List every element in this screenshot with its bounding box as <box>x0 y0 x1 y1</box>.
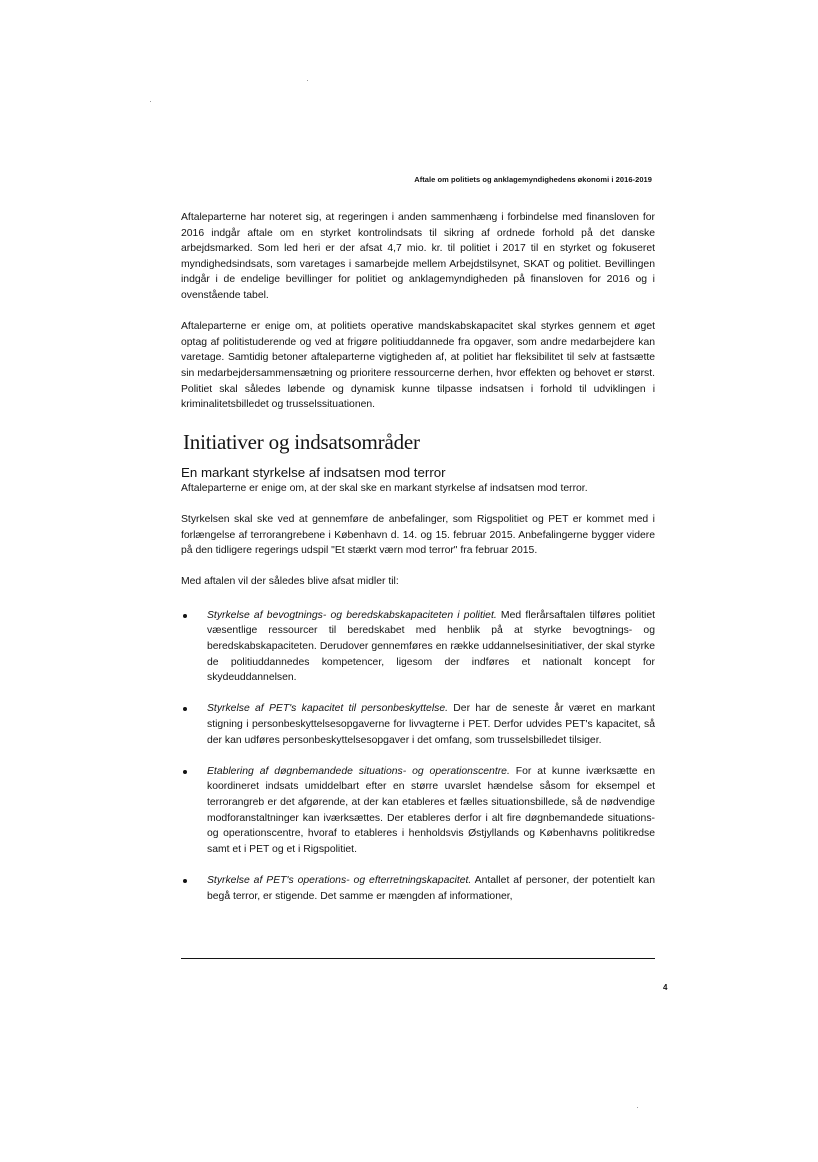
section-heading: Initiativer og indsatsområder <box>183 429 420 454</box>
subsection-lead: Aftaleparterne er enige om, at der skal ske en markant styrkelse af indsatsen mod terror. <box>181 482 588 494</box>
intro-paragraph: Aftaleparterne har noteret sig, at regeringen i anden sammenhæng i forbindelse med finansloven for 2016 indgår aftale om en styrket kontrolindsats til sikring af ordnede forhold på det danske arbejdsmarked. Som led heri er der afsat 4,7 mio. kr. til politiet i 2017 til en styrket og fokuseret myndighedsindsats, som varetages i samarbejde mellem Arbejdstilsynet, SKAT og politiet. Bevillingen indgår i de endelige bevillinger for politiet og anklagemyndigheden på finansloven for 2016 og i ovenstående tabel. <box>181 212 655 301</box>
list-item-lead: Etablering af døgnbemandede situations- og operationscentre. <box>207 765 510 777</box>
bullet-icon <box>183 707 187 711</box>
initiative-list <box>181 608 655 904</box>
bullet-icon <box>183 770 187 774</box>
subsection-heading: En markant styrkelse af indsatsen mod terror <box>181 464 446 480</box>
scan-speck <box>150 101 151 102</box>
list-item-text: For at kunne iværksætte en koordineret indsats umiddelbart efter en større uvarslet hændelse såsom for eksempel et terrorangreb er det afgørende, at der kan etableres et fælles situationsbillede, så de nødvendige modforanstaltninger kan iværksættes. Der etableres derfor i alt fire døgnbemandede situations- og operationscentre, hvoraf to etableres i henholdsvis Østjyllands og Københavns politikredse samt et i PET og et i Rigspolitiet. <box>207 765 655 855</box>
scan-speck <box>307 80 308 81</box>
running-header: Aftale om politiets og anklagemyndighedens økonomi i 2016-2019 <box>414 175 652 184</box>
list-item-lead: Styrkelse af bevogtnings- og beredskabskapaciteten i politiet. <box>207 609 497 621</box>
list-item <box>181 608 655 686</box>
intro-paragraph: Aftaleparterne er enige om, at politiets operative mandskabskapacitet skal styrkes gennem et øget optag af politistuderende og ved at frigøre politiuddannede fra opgaver, som andre medarbejdere kan varetage. Samtidig betoner aftaleparterne vigtigheden af, at politiet har fleksibilitet til selv at fastsætte sin medarbejdersammensætning og prioritere ressourcerne derhen, hvor effekten og behovet er størst. Politiet skal således løbende og dynamisk kunne tilpasse indsatsen i forhold til udviklingen i kriminalitetsbilledet og trusselssituationen. <box>181 321 655 411</box>
body-paragraph: Styrkelsen skal ske ved at gennemføre de anbefalinger, som Rigspolitiet og PET er kommet med i forlængelse af terrorangrebene i København d. 14. og 15. februar 2015. Anbefalingerne bygger videre på den tidligere regerings udspil "Et stærkt værn mod terror" fra februar 2015. <box>181 513 655 557</box>
bullet-icon <box>183 614 187 618</box>
list-item-text: Antallet af personer, der potentielt kan begå terror, er stigende. Det samme er mængden af informationer, <box>207 874 655 902</box>
list-item-lead: Styrkelse af PET's operations- og efterretningskapacitet. <box>207 874 472 886</box>
list-item <box>181 701 655 748</box>
body-paragraph: Med aftalen vil der således blive afsat midler til: <box>181 576 399 588</box>
list-item-text: Der har de seneste år været en markant stigning i personbeskyttelsesopgaverne for livvagterne i PET. Derfor udvides PET's kapacitet, så der kan udføres personbeskyttelsesopgaver i det omfang, som trusselsbilledet tilsiger. <box>207 703 655 746</box>
bullet-icon <box>183 879 187 883</box>
page-number: 4 <box>663 983 668 992</box>
list-item <box>181 873 655 904</box>
page-body <box>181 210 655 904</box>
list-item <box>181 764 655 858</box>
scan-speck <box>637 1107 638 1108</box>
list-item-lead: Styrkelse af PET's kapacitet til personbeskyttelse. <box>207 703 448 715</box>
list-item-text: Med flerårsaftalen tilføres politiet væsentlige ressourcer til beredskabet med henblik på at styrke bevogtnings- og beredskabskapaciteten. Derudover gennemføres en række uddannelsesinitiativer, der skal styrke de politiuddannedes kompetencer, ligesom der indføres et nationalt koncept for skydeuddannelsen. <box>207 609 655 684</box>
footer-rule <box>181 958 655 959</box>
